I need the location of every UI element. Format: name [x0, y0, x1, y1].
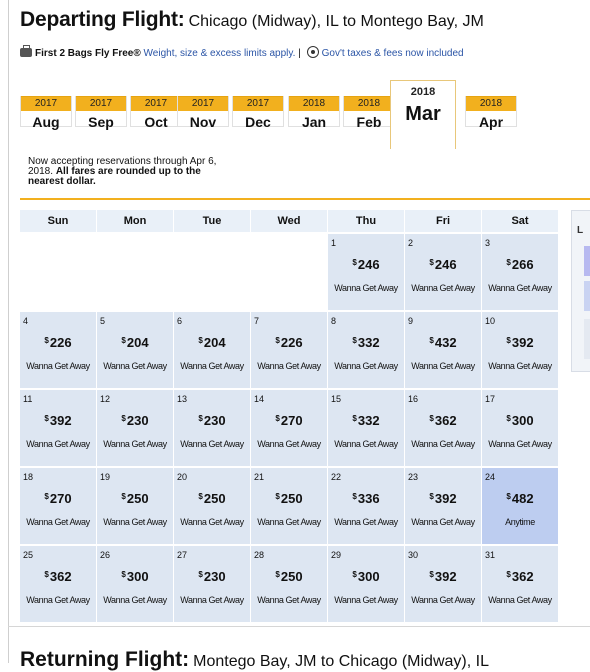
fare-amount: 250 — [203, 491, 226, 506]
day-number: 26 — [100, 550, 111, 560]
day-number: 8 — [331, 316, 337, 326]
side-panel — [571, 210, 590, 372]
fare-type: Wanna Get Away — [180, 439, 244, 449]
month-tab-month: Aug — [32, 114, 60, 130]
fare-amount: 270 — [280, 413, 303, 428]
fare-amount: 392 — [434, 569, 457, 584]
day-cell[interactable] — [20, 312, 96, 388]
currency-symbol: $ — [275, 414, 280, 423]
day-number: 1 — [331, 238, 337, 248]
currency-symbol: $ — [506, 258, 511, 267]
month-tab-apr[interactable] — [465, 96, 517, 130]
day-cell[interactable] — [482, 546, 558, 622]
fare-price[interactable] — [405, 413, 481, 428]
fare-price[interactable] — [97, 569, 173, 584]
month-tab-year: 2017 — [76, 96, 126, 111]
day-number: 6 — [177, 316, 183, 326]
fare-price[interactable] — [405, 335, 481, 350]
month-tab-nov[interactable] — [177, 96, 229, 130]
fare-type: Wanna Get Away — [411, 283, 475, 293]
currency-symbol: $ — [352, 258, 357, 267]
day-cell[interactable] — [97, 390, 173, 466]
day-cell[interactable] — [405, 468, 481, 544]
legend-swatch — [584, 246, 590, 276]
fare-price[interactable] — [174, 491, 250, 506]
info-bar — [20, 46, 464, 59]
eye-icon — [307, 46, 319, 58]
day-number: 14 — [254, 394, 265, 404]
weekday-header-tue: Tue — [174, 210, 250, 232]
month-tab-year: 2017 — [233, 96, 283, 111]
currency-symbol: $ — [275, 336, 280, 345]
fare-amount: 432 — [434, 335, 457, 350]
day-cell[interactable] — [328, 312, 404, 388]
fare-price[interactable] — [482, 569, 558, 584]
fare-type: Wanna Get Away — [103, 361, 167, 371]
day-cell[interactable] — [405, 546, 481, 622]
month-tab-jan[interactable] — [288, 96, 340, 130]
currency-symbol: $ — [198, 570, 203, 579]
returning-label: Returning Flight: — [20, 648, 190, 671]
fare-amount: 246 — [434, 257, 457, 272]
day-cell[interactable] — [482, 312, 558, 388]
fare-amount: 300 — [511, 413, 534, 428]
fare-type: Wanna Get Away — [334, 517, 398, 527]
day-number: 12 — [100, 394, 111, 404]
fare-type: Wanna Get Away — [334, 283, 398, 293]
fare-price[interactable] — [20, 413, 96, 428]
fare-amount: 300 — [357, 569, 380, 584]
day-cell[interactable] — [20, 468, 96, 544]
notice-line-2: 2018. All fares are rounded up to the — [28, 166, 201, 177]
fare-type: Wanna Get Away — [488, 595, 552, 605]
month-tab-year: 2018 — [344, 96, 394, 111]
currency-symbol: $ — [506, 336, 511, 345]
currency-symbol: $ — [198, 336, 203, 345]
fare-type: Wanna Get Away — [103, 439, 167, 449]
day-cell[interactable] — [251, 546, 327, 622]
fare-type: Wanna Get Away — [411, 361, 475, 371]
bag-icon — [20, 48, 32, 57]
notice-line-3: nearest dollar. — [28, 176, 96, 187]
departing-label: Departing Flight: — [20, 8, 185, 31]
fare-price[interactable] — [20, 335, 96, 350]
fare-amount: 362 — [49, 569, 72, 584]
fare-type: Wanna Get Away — [257, 517, 321, 527]
day-number: 2 — [408, 238, 414, 248]
fare-type: Wanna Get Away — [257, 361, 321, 371]
currency-symbol: $ — [352, 336, 357, 345]
currency-symbol: $ — [506, 414, 511, 423]
fare-amount: 250 — [280, 491, 303, 506]
fare-type: Wanna Get Away — [257, 439, 321, 449]
month-tab-dec[interactable] — [232, 96, 284, 130]
day-number: 18 — [23, 472, 34, 482]
fare-type: Wanna Get Away — [257, 595, 321, 605]
day-cell[interactable] — [97, 468, 173, 544]
day-cell[interactable] — [174, 390, 250, 466]
fare-type: Wanna Get Away — [180, 595, 244, 605]
fare-type: Wanna Get Away — [488, 439, 552, 449]
currency-symbol: $ — [352, 492, 357, 501]
weekday-header-sat: Sat — [482, 210, 558, 232]
fare-price[interactable] — [482, 491, 558, 506]
fare-price[interactable] — [97, 335, 173, 350]
currency-symbol: $ — [352, 570, 357, 579]
month-tab-year: 2018 — [391, 83, 455, 101]
fare-amount: 392 — [434, 491, 457, 506]
fare-amount: 362 — [511, 569, 534, 584]
fare-type: Wanna Get Away — [334, 361, 398, 371]
day-cell[interactable] — [405, 312, 481, 388]
currency-symbol: $ — [44, 492, 49, 501]
departing-title — [20, 8, 484, 32]
fare-type: Wanna Get Away — [488, 283, 552, 293]
fare-type: Wanna Get Away — [488, 361, 552, 371]
currency-symbol: $ — [44, 570, 49, 579]
day-cell[interactable] — [20, 546, 96, 622]
fare-type: Wanna Get Away — [26, 361, 90, 371]
month-tab-month: Dec — [245, 114, 271, 130]
day-number: 7 — [254, 316, 260, 326]
day-cell[interactable] — [328, 234, 404, 310]
currency-symbol: $ — [429, 336, 434, 345]
fare-amount: 392 — [511, 335, 534, 350]
month-tab-year: 2017 — [131, 96, 181, 111]
fare-price[interactable] — [328, 335, 404, 350]
fare-amount: 250 — [280, 569, 303, 584]
day-number: 21 — [254, 472, 265, 482]
returning-route: Montego Bay, JM to Chicago (Midway), IL — [193, 653, 489, 670]
currency-symbol: $ — [198, 492, 203, 501]
month-tab-year: 2018 — [289, 96, 339, 111]
fare-price[interactable] — [97, 413, 173, 428]
currency-symbol: $ — [121, 570, 126, 579]
day-number: 29 — [331, 550, 342, 560]
day-number: 3 — [485, 238, 491, 248]
fare-amount: 250 — [126, 491, 149, 506]
day-cell[interactable] — [174, 468, 250, 544]
bags-fly-free-label: First 2 Bags Fly Free® — [35, 48, 141, 59]
fare-amount: 266 — [511, 257, 534, 272]
day-cell[interactable] — [482, 234, 558, 310]
day-cell[interactable] — [97, 312, 173, 388]
day-number: 19 — [100, 472, 111, 482]
fare-type: Wanna Get Away — [334, 595, 398, 605]
day-cell[interactable] — [482, 390, 558, 466]
section-divider — [8, 626, 590, 627]
month-tab-mar[interactable] — [390, 80, 456, 149]
day-cell[interactable] — [405, 390, 481, 466]
month-tab-month: Nov — [189, 114, 217, 130]
currency-symbol: $ — [275, 492, 280, 501]
month-tab-month: Sep — [88, 114, 114, 130]
day-cell[interactable] — [174, 312, 250, 388]
fare-price[interactable] — [174, 335, 250, 350]
fare-type: Wanna Get Away — [411, 439, 475, 449]
day-cell[interactable] — [251, 390, 327, 466]
fare-price[interactable] — [405, 491, 481, 506]
currency-symbol: $ — [44, 336, 49, 345]
day-number: 4 — [23, 316, 29, 326]
day-number: 30 — [408, 550, 419, 560]
fare-amount: 226 — [280, 335, 303, 350]
currency-symbol: $ — [429, 492, 434, 501]
month-tab-month: Feb — [356, 114, 382, 130]
weekday-header-fri: Fri — [405, 210, 481, 232]
day-cell[interactable] — [251, 312, 327, 388]
fare-type: Anytime — [505, 517, 535, 527]
fare-amount: 226 — [49, 335, 72, 350]
day-cell[interactable] — [174, 546, 250, 622]
fare-amount: 204 — [126, 335, 149, 350]
currency-symbol: $ — [44, 414, 49, 423]
notice-line-1: Now accepting reservations through Apr 6, — [28, 156, 217, 167]
day-cell[interactable] — [251, 468, 327, 544]
weekday-header-sun: Sun — [20, 210, 96, 232]
fare-price[interactable] — [405, 569, 481, 584]
day-number: 13 — [177, 394, 188, 404]
fare-price[interactable] — [482, 257, 558, 272]
fare-type: Wanna Get Away — [411, 517, 475, 527]
day-cell[interactable] — [328, 390, 404, 466]
month-tab-month: Oct — [144, 114, 168, 130]
fare-price[interactable] — [20, 569, 96, 584]
fare-type: Wanna Get Away — [26, 595, 90, 605]
currency-symbol: $ — [121, 414, 126, 423]
currency-symbol: $ — [506, 570, 511, 579]
fare-amount: 246 — [357, 257, 380, 272]
currency-symbol: $ — [352, 414, 357, 423]
day-number: 22 — [331, 472, 342, 482]
currency-symbol: $ — [198, 414, 203, 423]
currency-symbol: $ — [429, 258, 434, 267]
empty-day-cell — [97, 234, 173, 310]
taxes-fees-link[interactable]: Gov't taxes & fees now included — [321, 48, 464, 59]
fare-price[interactable] — [405, 257, 481, 272]
fare-amount: 336 — [357, 491, 380, 506]
fare-type: Wanna Get Away — [103, 595, 167, 605]
day-cell[interactable] — [328, 546, 404, 622]
day-number: 20 — [177, 472, 188, 482]
day-number: 15 — [331, 394, 342, 404]
fare-type: Wanna Get Away — [26, 439, 90, 449]
weekday-header-thu: Thu — [328, 210, 404, 232]
weekday-header-wed: Wed — [251, 210, 327, 232]
side-panel-label: L — [577, 225, 584, 236]
day-number: 5 — [100, 316, 106, 326]
currency-symbol: $ — [121, 492, 126, 501]
currency-symbol: $ — [429, 414, 434, 423]
fare-price[interactable] — [482, 413, 558, 428]
fare-price[interactable] — [251, 413, 327, 428]
fare-type: Wanna Get Away — [103, 517, 167, 527]
info-separator: | — [298, 48, 301, 59]
day-cell[interactable] — [97, 546, 173, 622]
weekday-header-mon: Mon — [97, 210, 173, 232]
day-number: 25 — [23, 550, 34, 560]
fare-type: Wanna Get Away — [180, 517, 244, 527]
fare-amount: 230 — [203, 569, 226, 584]
fare-price[interactable] — [97, 491, 173, 506]
fare-type: Wanna Get Away — [180, 361, 244, 371]
month-tab-oct[interactable] — [130, 96, 182, 130]
month-tab-month: Jan — [301, 114, 327, 130]
month-tab-year: 2017 — [21, 96, 71, 111]
currency-symbol: $ — [429, 570, 434, 579]
month-tab-year: 2018 — [466, 96, 516, 111]
day-number: 10 — [485, 316, 496, 326]
fare-amount: 482 — [511, 491, 534, 506]
departing-route: Chicago (Midway), IL to Montego Bay, JM — [188, 13, 484, 30]
month-tab-month: Apr — [478, 114, 504, 130]
legend-swatch — [584, 319, 590, 359]
day-number: 28 — [254, 550, 265, 560]
month-tab-year: 2017 — [178, 96, 228, 111]
fare-price[interactable] — [328, 569, 404, 584]
currency-symbol: $ — [506, 492, 511, 501]
legend-swatch — [584, 281, 590, 311]
fare-type: Wanna Get Away — [334, 439, 398, 449]
fare-amount: 230 — [203, 413, 226, 428]
fare-price[interactable] — [251, 491, 327, 506]
fare-price[interactable] — [251, 335, 327, 350]
day-number: 17 — [485, 394, 496, 404]
fare-price[interactable] — [328, 257, 404, 272]
fare-price[interactable] — [174, 569, 250, 584]
empty-day-cell — [174, 234, 250, 310]
empty-day-cell — [20, 234, 96, 310]
day-cell[interactable] — [482, 468, 558, 544]
fare-amount: 392 — [49, 413, 72, 428]
fare-price[interactable] — [328, 413, 404, 428]
fare-amount: 332 — [357, 335, 380, 350]
fare-price[interactable] — [328, 491, 404, 506]
fare-amount: 230 — [126, 413, 149, 428]
day-number: 27 — [177, 550, 188, 560]
fare-amount: 300 — [126, 569, 149, 584]
currency-symbol: $ — [121, 336, 126, 345]
day-number: 23 — [408, 472, 419, 482]
fare-price[interactable] — [20, 491, 96, 506]
fare-type: Wanna Get Away — [26, 517, 90, 527]
empty-day-cell — [251, 234, 327, 310]
day-number: 24 — [485, 472, 496, 482]
day-number: 31 — [485, 550, 496, 560]
fare-price[interactable] — [174, 413, 250, 428]
month-tab-feb[interactable] — [343, 96, 395, 130]
month-tab-sep[interactable] — [75, 96, 127, 130]
day-cell[interactable] — [20, 390, 96, 466]
day-number: 16 — [408, 394, 419, 404]
reservation-notice — [28, 157, 278, 187]
day-cell[interactable] — [405, 234, 481, 310]
fare-amount: 270 — [49, 491, 72, 506]
fare-price[interactable] — [251, 569, 327, 584]
day-cell[interactable] — [328, 468, 404, 544]
day-number: 11 — [23, 394, 33, 404]
fare-price[interactable] — [482, 335, 558, 350]
fare-amount: 204 — [203, 335, 226, 350]
day-number: 9 — [408, 316, 414, 326]
month-tab-month: Mar — [405, 103, 441, 125]
fare-type: Wanna Get Away — [411, 595, 475, 605]
currency-symbol: $ — [275, 570, 280, 579]
returning-title — [20, 648, 489, 672]
fare-amount: 332 — [357, 413, 380, 428]
month-tab-aug[interactable] — [20, 96, 72, 130]
fare-amount: 362 — [434, 413, 457, 428]
weight-limits-link[interactable]: Weight, size & excess limits apply. — [143, 48, 296, 59]
